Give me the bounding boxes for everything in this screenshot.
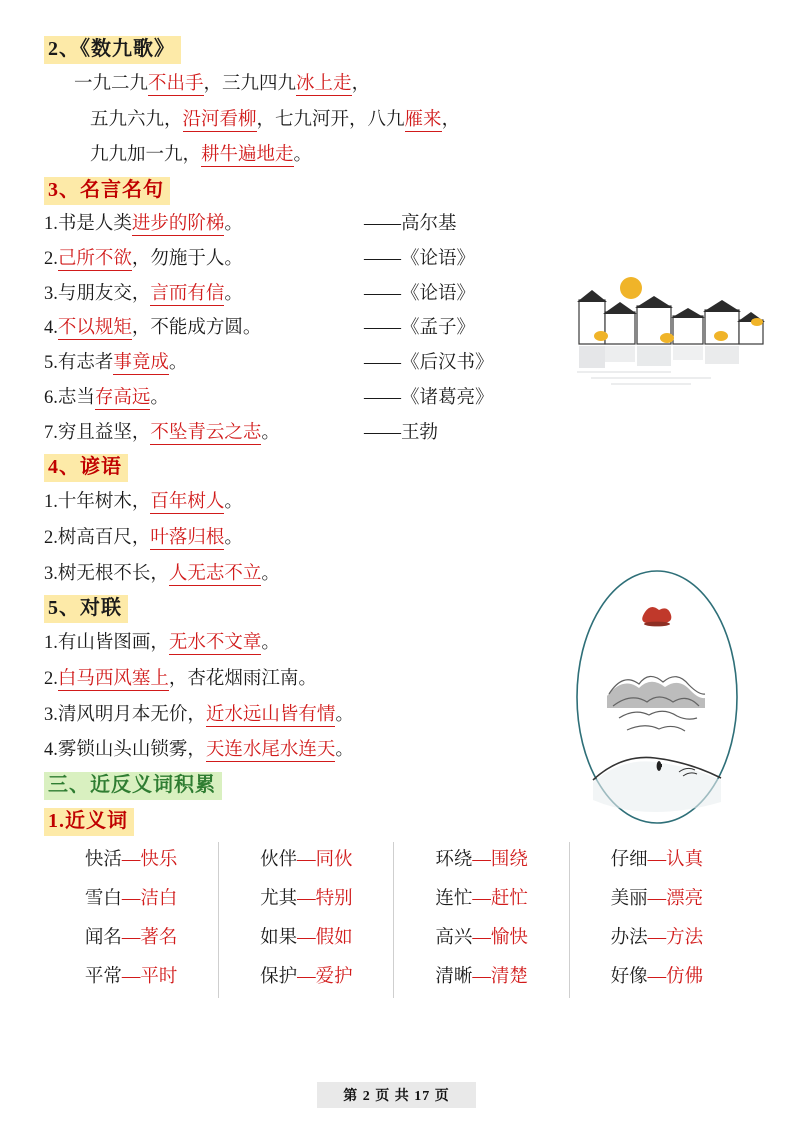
synonym-word-a: 环绕	[435, 849, 473, 870]
synonym-dash: —	[472, 966, 491, 987]
text-run: 。	[150, 387, 169, 408]
text-run: 。	[293, 145, 313, 166]
synonym-dash: —	[297, 927, 316, 948]
synonym-word-b: 同伙	[315, 849, 353, 870]
quote-text	[44, 211, 364, 239]
synonym-word-a: 仔细	[610, 849, 648, 870]
synonym-dash: —	[121, 888, 141, 909]
highlighted-text-run: 百年树人	[150, 492, 225, 513]
synonym-pair	[219, 842, 394, 881]
text-run: 志当	[57, 387, 95, 408]
synonym-pair	[569, 842, 744, 881]
synonym-dash: —	[472, 849, 491, 870]
synonym-pair	[44, 881, 219, 920]
quote-source: ——《孟子》	[364, 318, 476, 339]
text-run: ，三九四九	[203, 74, 297, 94]
quote-number: 3.	[44, 283, 58, 304]
quote-source: ——《后汉书》	[364, 353, 494, 374]
text-run: 书是人类	[57, 214, 132, 235]
synonym-word-a: 美丽	[610, 888, 648, 909]
text-run: 。	[261, 633, 280, 654]
quote-source: ——《诸葛亮》	[364, 387, 494, 408]
poem-line	[44, 141, 749, 170]
quote-source: ——王勃	[364, 422, 439, 443]
synonym-dash: —	[297, 888, 316, 909]
highlighted-text-run: 不出手	[148, 74, 204, 94]
synonyms-table	[44, 842, 744, 998]
synonym-word-a: 伙伴	[260, 849, 298, 870]
synonym-word-b: 愉快	[490, 927, 528, 948]
synonym-pair	[44, 842, 219, 881]
page-number: 第 2 页 共 17 页	[317, 1082, 476, 1108]
synonym-word-a: 好像	[610, 966, 648, 987]
highlighted-text-run: 白马西风塞上	[57, 668, 169, 689]
synonym-word-b: 方法	[666, 927, 704, 948]
proverb-line	[44, 488, 749, 517]
text-run: ，七九河开，八九	[256, 109, 405, 130]
highlighted-text-run: 不坠青云之志	[150, 422, 262, 443]
quote-source: ——高尔基	[364, 214, 457, 235]
synonym-pair	[394, 842, 569, 881]
synonym-dash: —	[647, 966, 667, 987]
synonym-word-b: 漂亮	[666, 888, 704, 909]
synonym-word-b: 平时	[140, 966, 178, 987]
quote-text	[44, 385, 364, 413]
quote-row	[44, 211, 749, 239]
highlighted-text-run: 己所不欲	[57, 248, 132, 269]
quote-number: 1.	[44, 214, 58, 235]
synonym-dash: —	[647, 888, 667, 909]
synonym-word-b: 仿佛	[666, 966, 704, 987]
quote-number: 2.	[44, 248, 58, 269]
synonym-word-b: 快乐	[140, 849, 178, 870]
text-run: 。	[261, 563, 280, 584]
section-shujiuge	[44, 36, 749, 170]
highlighted-text-run: 人无志不立	[168, 563, 262, 584]
text-run: 3.清风明月本无价，	[44, 704, 206, 725]
text-run: 有志者	[57, 353, 114, 374]
text-run: 。	[335, 740, 354, 761]
synonym-pair	[569, 920, 744, 959]
synonym-pair	[219, 881, 394, 920]
section-heading-mingyan: 3、名言名句	[44, 177, 170, 205]
text-run: ，勿施于人。	[131, 248, 243, 269]
highlighted-text-run: 沿河看柳	[182, 109, 257, 130]
synonym-dash: —	[121, 927, 141, 948]
section-heading-jinfanyi: 三、近反义词积累	[44, 772, 222, 800]
synonym-word-b: 特别	[315, 888, 353, 909]
highlighted-text-run: 冰上走	[296, 74, 352, 94]
landscape-oval-illustration	[573, 566, 741, 828]
synonym-dash: —	[647, 927, 667, 948]
synonym-pair	[44, 959, 219, 998]
synonym-word-b: 爱护	[315, 966, 353, 987]
highlighted-text-run: 进步的阶梯	[131, 214, 225, 235]
highlighted-text-run: 叶落归根	[150, 527, 225, 548]
text-run: 九九加一九，	[90, 145, 202, 166]
synonym-word-a: 闻名	[84, 927, 122, 948]
synonym-pair	[394, 881, 569, 920]
quote-number: 7.	[44, 422, 58, 443]
text-run: 。	[224, 283, 243, 304]
text-run: 3.树无根不长，	[44, 563, 169, 584]
synonym-word-a: 平常	[84, 966, 122, 987]
text-run: ，	[351, 74, 371, 94]
text-run: 2.	[44, 668, 58, 689]
page-footer	[0, 1082, 793, 1108]
quote-text	[44, 420, 364, 448]
subsection-heading-jinyici: 1.近义词	[44, 808, 134, 836]
synonym-word-a: 高兴	[435, 927, 473, 948]
synonym-word-a: 如果	[260, 927, 298, 948]
synonym-pair	[569, 881, 744, 920]
text-run: 1.十年树木，	[44, 492, 151, 513]
text-run: 。	[224, 492, 243, 513]
highlighted-text-run: 近水远山皆有情	[205, 704, 336, 725]
proverb-line	[44, 524, 749, 553]
text-run: 。	[335, 704, 354, 725]
highlighted-text-run: 事竟成	[113, 353, 169, 374]
text-run: 。	[168, 353, 188, 374]
synonym-word-b: 假如	[315, 927, 353, 948]
table-row	[44, 920, 744, 959]
synonym-word-b: 著名	[140, 927, 178, 948]
highlighted-text-run: 耕牛遍地走	[201, 145, 294, 166]
synonym-word-b: 围绕	[490, 849, 528, 870]
synonym-word-a: 保护	[260, 966, 298, 987]
synonym-dash: —	[647, 849, 667, 870]
synonym-dash: —	[121, 966, 141, 987]
quote-text	[44, 281, 364, 309]
quote-text	[44, 350, 364, 378]
text-run: ，杏花烟雨江南。	[168, 668, 317, 689]
text-run: ，	[441, 109, 461, 130]
table-row	[44, 959, 744, 998]
highlighted-text-run: 无水不文章	[168, 633, 262, 654]
synonym-word-b: 赶忙	[490, 888, 528, 909]
poem-line	[44, 70, 749, 99]
text-run: 。	[224, 527, 243, 548]
village-illustration	[571, 262, 771, 412]
section-heading-duilian: 5、对联	[44, 595, 128, 623]
quote-number: 5.	[44, 353, 58, 374]
synonym-dash: —	[472, 888, 491, 909]
table-row	[44, 881, 744, 920]
synonym-word-b: 清楚	[490, 966, 528, 987]
synonym-word-a: 雪白	[84, 888, 122, 909]
highlighted-text-run: 言而有信	[150, 283, 225, 304]
text-run: 。	[224, 214, 243, 235]
quote-source: ——《论语》	[364, 248, 476, 269]
synonym-pair	[394, 920, 569, 959]
synonym-word-a: 快活	[84, 849, 122, 870]
text-run: 穷且益坚，	[57, 422, 151, 443]
quote-number: 6.	[44, 387, 58, 408]
synonym-dash: —	[121, 849, 141, 870]
quote-row	[44, 420, 749, 448]
quote-source: ——《论语》	[364, 283, 476, 304]
synonym-pair	[219, 959, 394, 998]
section-heading-shujiuge: 2、《数九歌》	[44, 36, 181, 64]
highlighted-text-run: 存高远	[94, 387, 151, 408]
text-run: 2.树高百尺，	[44, 527, 151, 548]
highlighted-text-run: 不以规矩	[57, 318, 132, 339]
synonym-pair	[219, 920, 394, 959]
synonym-pair	[44, 920, 219, 959]
table-row	[44, 842, 744, 881]
highlighted-text-run: 雁来	[404, 109, 442, 130]
synonym-dash: —	[472, 927, 491, 948]
synonym-word-b: 认真	[666, 849, 704, 870]
text-run: 一九二九	[74, 74, 149, 94]
section-heading-yanyu: 4、谚语	[44, 454, 128, 482]
text-run: 。	[261, 422, 280, 443]
quote-text	[44, 315, 364, 343]
text-run: 五九六九，	[90, 109, 183, 130]
synonym-pair	[394, 959, 569, 998]
synonym-word-b: 洁白	[140, 888, 178, 909]
quote-number: 4.	[44, 318, 58, 339]
text-run: 1.有山皆图画，	[44, 633, 169, 654]
synonym-dash: —	[297, 849, 316, 870]
synonym-pair	[569, 959, 744, 998]
text-run: ，不能成方圆。	[131, 318, 262, 339]
synonym-word-a: 办法	[610, 927, 648, 948]
synonym-dash: —	[297, 966, 316, 987]
quote-text	[44, 246, 364, 274]
text-run: 与朋友交，	[57, 283, 151, 304]
synonym-word-a: 尤其	[260, 888, 298, 909]
text-run: 4.雾锁山头山锁雾，	[44, 740, 206, 761]
synonym-word-a: 连忙	[435, 888, 473, 909]
poem-line	[44, 106, 749, 135]
shujiuge-lines	[44, 70, 749, 170]
synonym-word-a: 清晰	[435, 966, 473, 987]
highlighted-text-run: 天连水尾水连天	[205, 740, 336, 761]
